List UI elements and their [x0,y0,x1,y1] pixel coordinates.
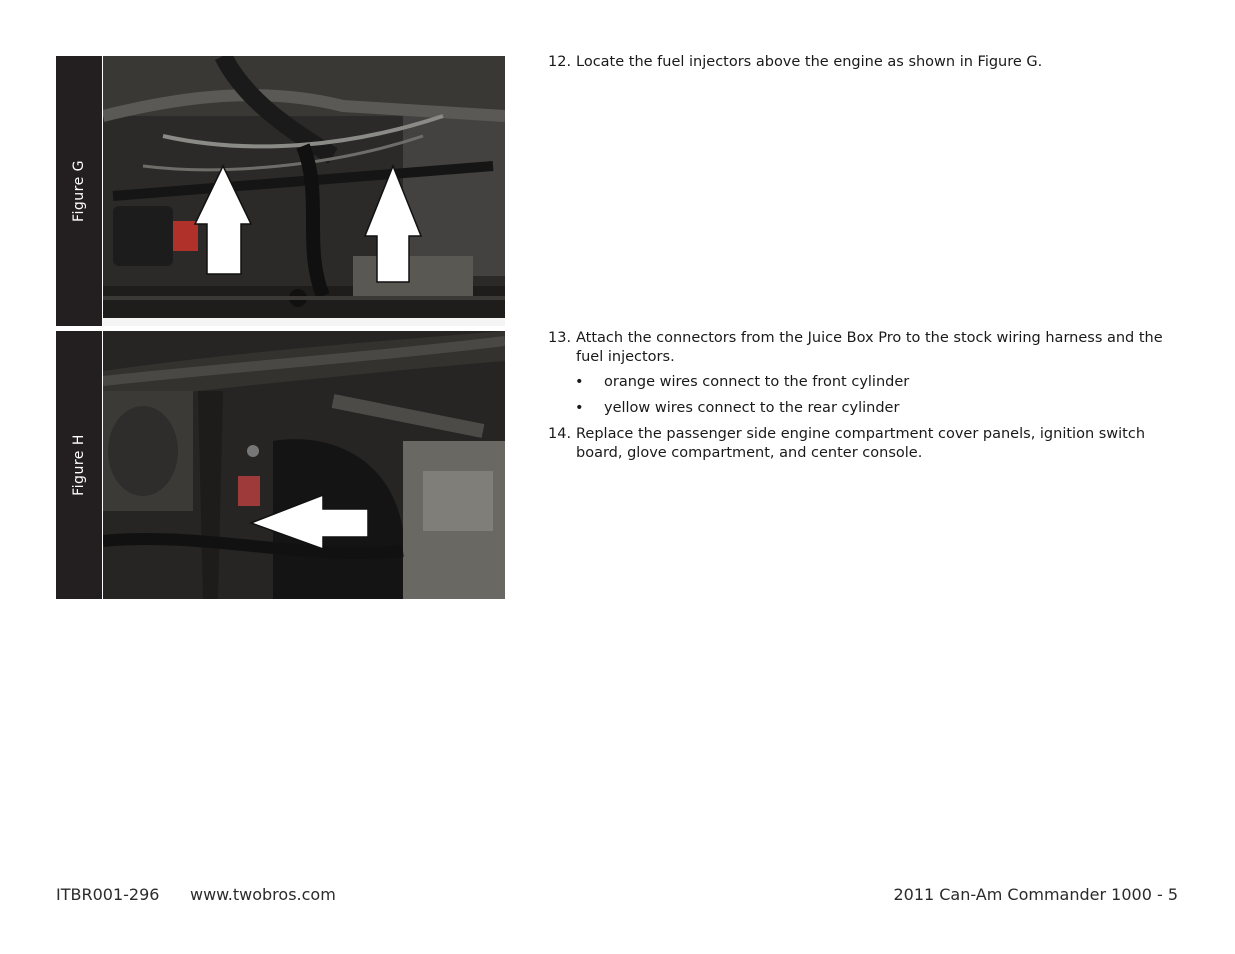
step-14 [548,425,1178,463]
step-12 [548,53,1178,72]
bullet-symbol: • [575,400,584,416]
footer-page-title: 2011 Can-Am Commander 1000 - 5 [893,885,1178,904]
footer-doc-number: ITBR001-296 [56,885,160,904]
figure-g [56,56,505,326]
step-text: Replace the passenger side engine compartment cover panels, ignition switch board, glove compartment, and center console. [576,426,1146,461]
step-text: Locate the fuel injectors above the engine as shown in Figure G. [576,54,1043,70]
figure-label-bar [56,56,102,326]
step-text: Attach the connectors from the Juice Box Pro to the stock wiring harness and the fuel injectors. [576,330,1163,365]
figure-label-bar [56,331,102,599]
figure-g-label: Figure G [71,159,87,223]
figure-h-photo [103,331,505,599]
figure-g-photo [103,56,505,326]
engine-photo-g [103,56,505,326]
bullet-text: orange wires connect to the front cylinder [604,374,910,390]
step-number: 13. [548,330,572,346]
bullet-symbol: • [575,374,584,390]
figure-h [56,331,505,599]
figure-h-label: Figure H [71,434,87,496]
bullet-item-yellow-wires [575,399,899,418]
bullet-item-orange-wires [575,373,909,392]
footer-url: www.twobros.com [190,885,336,904]
engine-photo-h [103,331,505,599]
step-13 [548,329,1178,367]
step-number: 12. [548,54,572,70]
step-number: 14. [548,426,572,442]
bullet-text: yellow wires connect to the rear cylinder [604,400,900,416]
